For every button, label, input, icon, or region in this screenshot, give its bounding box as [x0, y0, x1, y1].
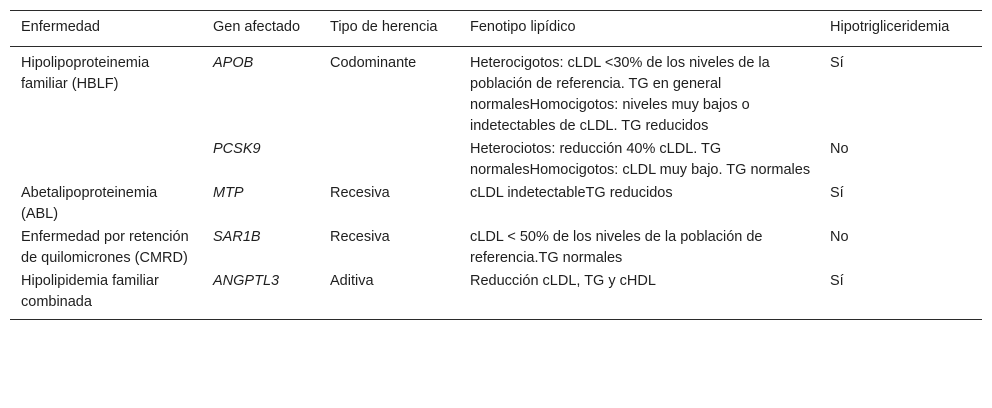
header-fenotipo: Fenotipo lipídico	[470, 19, 576, 35]
cell-enfermedad: Enfermedad por retención de quilomicrones (CMRD)	[21, 229, 189, 266]
header-gen: Gen afectado	[213, 19, 301, 35]
header-row	[10, 11, 982, 47]
cell-gen: APOB	[213, 55, 254, 71]
cell-enfermedad: Hipolipoproteinemia familiar (HBLF)	[21, 55, 150, 92]
table-row	[10, 47, 982, 139]
cell-hipotrigliceridemia: No	[830, 141, 849, 157]
cell-gen: SAR1B	[213, 229, 261, 245]
cell-enfermedad: Hipolipidemia familiar combinada	[21, 273, 159, 310]
cell-gen: ANGPTL3	[213, 273, 280, 289]
cell-hipotrigliceridemia: No	[830, 229, 849, 245]
cell-hipotrigliceridemia: Sí	[830, 185, 844, 201]
cell-enfermedad	[10, 138, 205, 182]
cell-fenotipo: Heterocigotos: cLDL <30% de los niveles de la población de referencia. TG en general normalesHomocigotos: niveles muy bajos o indetectables de cLDL. TG reducidos	[470, 55, 770, 134]
cell-herencia: Recesiva	[330, 185, 390, 201]
cell-herencia: Codominante	[330, 55, 417, 71]
table-row	[10, 182, 982, 226]
cell-gen: PCSK9	[213, 141, 261, 157]
cell-fenotipo: Reducción cLDL, TG y cHDL	[470, 273, 656, 289]
header-enfermedad: Enfermedad	[21, 19, 100, 35]
table-row	[10, 138, 982, 182]
cell-fenotipo: cLDL indetectableTG reducidos	[470, 185, 673, 201]
cell-fenotipo: cLDL < 50% de los niveles de la población de referencia.TG normales	[470, 229, 763, 266]
cell-hipotrigliceridemia: Sí	[830, 55, 844, 71]
table-row	[10, 226, 982, 270]
cell-hipotrigliceridemia: Sí	[830, 273, 844, 289]
header-herencia: Tipo de herencia	[330, 19, 438, 35]
header-hipotrigliceridemia: Hipotrigliceridemia	[830, 19, 950, 35]
cell-fenotipo: Heterociotos: reducción 40% cLDL. TG normalesHomocigotos: cLDL muy bajo. TG normales	[470, 141, 811, 178]
cell-herencia	[322, 138, 462, 182]
table-row	[10, 270, 982, 320]
cell-enfermedad: Abetalipoproteinemia (ABL)	[21, 185, 158, 222]
hypolipidemia-table	[10, 10, 982, 320]
cell-herencia: Aditiva	[330, 273, 374, 289]
cell-herencia: Recesiva	[330, 229, 390, 245]
cell-gen: MTP	[213, 185, 244, 201]
